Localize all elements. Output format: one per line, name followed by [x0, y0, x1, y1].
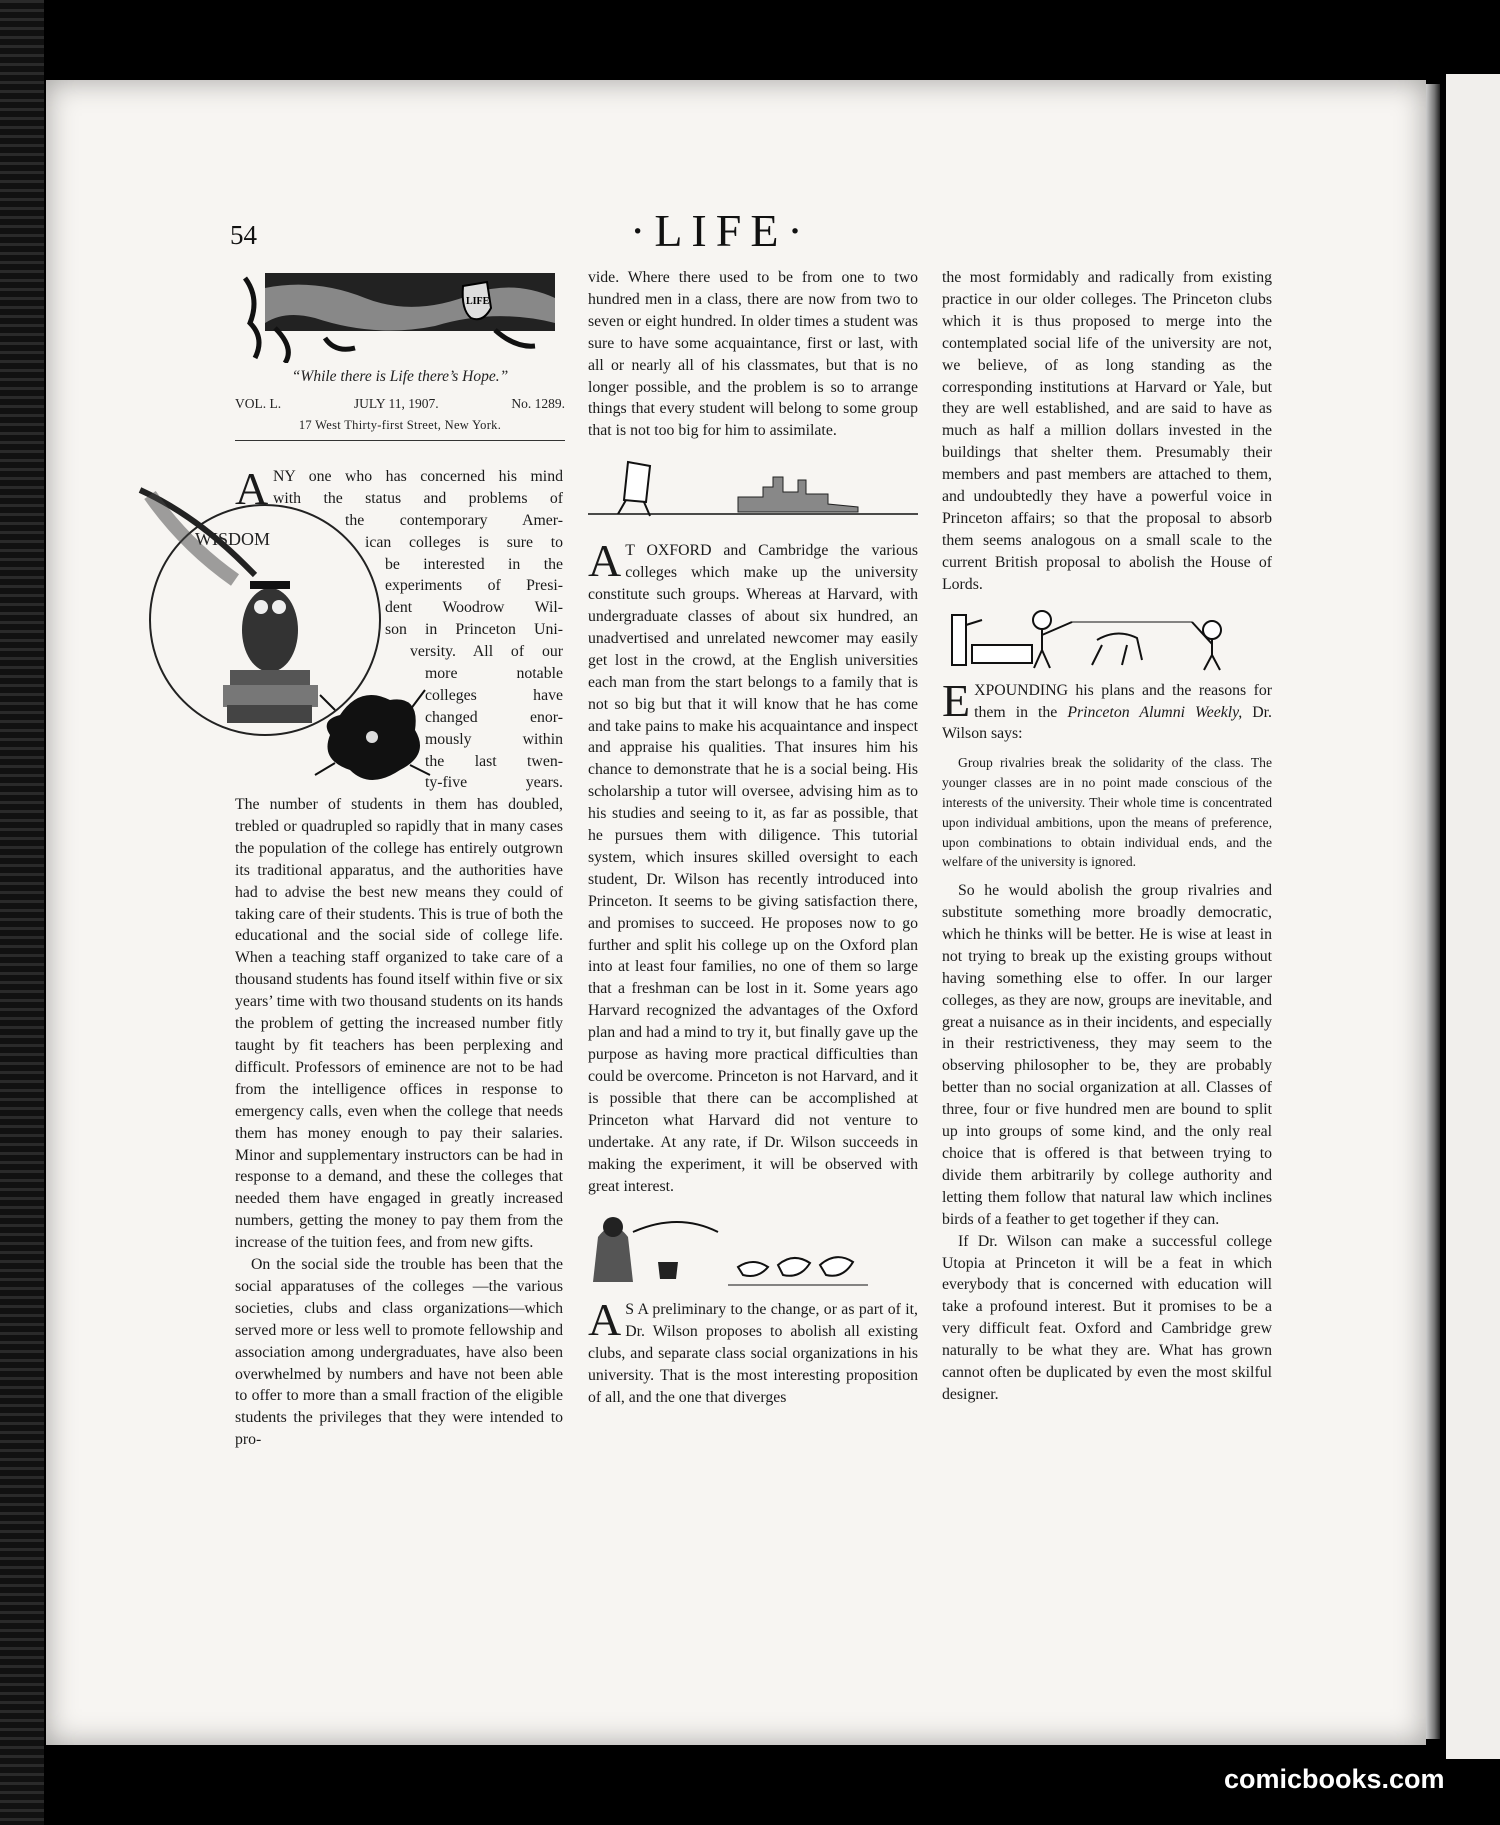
- issue-date: JULY 11, 1907.: [353, 396, 439, 411]
- page-number: 54: [230, 220, 257, 250]
- col2-paragraph-preliminary: [588, 1294, 918, 1409]
- issue-line: [235, 396, 565, 412]
- col3-paragraph-2: So he would abolish the group rivalries and substitute something more broadly democratic, which he thinks will be better. He is wise at least in not trying to break up the existing groups without having something else to offer. In our larger colleges, as they are now, groups are inevitable, and great a nuisance as in their incidents, and especially in their restrictiveness, they may seem to the observing philosopher to be, they are probably better than no social organization at all. Classes of three, four or five hundred men are bound to split up into groups of some kind, and the only real choice that is offered is that between trying to divide them arbitrarily by college authority and letting them follow that natural law which inclines birds of a feather to get together if they can.: [942, 882, 1272, 1228]
- col3-paragraph-0: the most formidably and radically from existing practice in our older colleges. The Princeton clubs which it is thus proposed to merge into the contemplated social life of the university are not, we believe, of as long standing as the corresponding institutions at Harvard or Yale, but they are well established, and are said to have as much as half a million dollars invested in the buildings that shelter them. Presumably their members and past members are attached to them, and undoubtedly they have a powerful voice in Princeton affairs; so that the proposal to absorb them seems analogous on a small scale to the current British proposal to abolish the House of Lords.: [942, 269, 1272, 593]
- masthead-title: ·LIFE·: [630, 205, 812, 256]
- col1-paragraph-1-rest: The number of students in them has doubled, trebled or quadrupled so rapidly that in many cases the population of the college has entirely outgrown its traditional apparatus, and the authorities have had to advise the best new means they could of taking care of their students. This is true of both the educational and the social side of college life. When a teaching staff organized to take care of a thousand students has found itself within five or six years’ time with two thousand students on its hands the problem of getting the increased number fitly taught by fit teachers has been perplexing and difficult. Professors of eminence are not to be had from the intelligence offices in response to emergency calls, even when the college that needs them has money enough to pay their salaries. Minor and supplementary instructors can be had in response to a demand, and these the colleges that needed them have engaged in greatly increased numbers, getting the money to pay them from the increase of the tuition fees, and from new gifts.: [235, 796, 563, 1252]
- pump-dog-illustration: [942, 600, 1272, 672]
- col1-opening-line: colleges have: [425, 686, 563, 704]
- col1-opening-line: experiments of Presi-: [385, 577, 563, 595]
- col3-paragraph-3: If Dr. Wilson can make a successful college Utopia at Princeton it will be a feat in which everybody that is concerned with education will take a profound interest. But it promises to be a very difficult feat. Oxford and Cambridge grew naturally to be what they are. What has grown cannot often be duplicated by even the most skilful designer.: [942, 1232, 1272, 1403]
- dropcap-a-oxford: A: [588, 535, 622, 587]
- column-2: [588, 267, 918, 1409]
- col1-opening-line: the contemporary Amer-: [345, 511, 563, 529]
- watermark: comicbooks.com: [1224, 1764, 1445, 1794]
- col1-opening-line: with the status and problems of: [273, 489, 563, 507]
- header-rule: [235, 440, 565, 441]
- column-3: [942, 267, 1272, 1406]
- volume: VOL. L.: [235, 396, 282, 411]
- muse-geese-illustration: [588, 1207, 918, 1295]
- publisher-address: 17 West Thirty-first Street, New York.: [298, 418, 502, 432]
- banner-shield-text: LIFE: [466, 296, 490, 307]
- col1-opening-line: son in Princeton Uni-: [385, 621, 563, 639]
- column-1-shaped-lines: [235, 463, 563, 794]
- dropcap-a-preliminary: A: [588, 1294, 622, 1346]
- book-spine: [0, 0, 44, 1825]
- col2-paragraph-1-text: T OXFORD and Cambridge the various colleges which make up the university constitute such groups. Whereas at Harvard, with undergraduate classes of about six hundred, an unadvertised and unrelated newcomer may easily get lost in the crowd, at the English universities each man from the start belongs to a family that is not so big but that it will know that he has come and take pains to make his acquaintance and inspect and appraise his qualities. That insures him his chance to demonstrate that he is a social being. His scholarship a tutor will oversee, advising him as to his studies and seeing to it, as far as possible, that he pursues them with diligence. This tutorial system, which insures skilled oversight to each student, Dr. Wilson has recently introduced into Princeton. It seems to be giving satisfaction there, and promises to succeed. He proposes now to go further and split his college up on the Oxford plan into at least four families, no one of them so large that a freshman can be lost in it. Some years ago Harvard recognized the advantages of the Oxford plan and had a mind to try it, but finally gave up the purpose as having more practical difficulties than could be overcome. Princeton is not Harvard, and it is possible that there can be accomplished at Princeton what Harvard did not venture to undertake. At any rate, if Dr. Wilson succeeds in making the experiment, it will be observed with great interest.: [588, 542, 918, 1195]
- col3-paragraph-1-text-b: Dr. Wilson says:: [942, 703, 1272, 743]
- page-edge-shadow: [1426, 84, 1440, 1739]
- masthead-motto: “While there is Life there’s Hope.”: [291, 368, 509, 385]
- col1-opening-line: changed enor-: [425, 708, 563, 726]
- wilson-quote: Group rivalries break the solidarity of the class. The younger classes are in no point made conscious of the interests of the university. Their whole time is concentrated upon individual ambitions, upon the means of preference, upon combinations to obtain individual ends, and the welfare of the university is ignored.: [942, 755, 1272, 870]
- issue-number: No. 1289.: [511, 396, 565, 411]
- col1-opening-line: the last twen-: [425, 752, 563, 770]
- col1-opening-line: dent Woodrow Wil-: [385, 599, 563, 617]
- col1-opening-line: versity. All of our: [410, 643, 563, 661]
- col1-opening-line: ty-five years.: [425, 774, 563, 792]
- masthead-banner-illustration: [235, 268, 565, 363]
- col1-opening-line: mously within: [425, 730, 563, 748]
- dropcap-e: E: [942, 674, 971, 726]
- next-page-edge: [1446, 74, 1500, 1759]
- col2-paragraph-2-text: S A preliminary to the change, or as part of it, Dr. Wilson proposes to abolish all existing clubs, and separate class social organizations in his university. That is the most interesting proposition of all, and the one that diverges: [588, 1301, 918, 1407]
- wisdom-text: WISDOM: [195, 529, 270, 549]
- col1-opening-line: more notable: [425, 665, 563, 683]
- col1-opening-line: ican colleges is sure to: [365, 533, 563, 551]
- column-1-opening: [235, 463, 563, 794]
- col2-paragraph-oxford: [588, 535, 918, 1197]
- col3-paragraph-expounding: [942, 674, 1272, 746]
- col1-opening-line: NY one who has concerned his mind: [273, 468, 563, 485]
- oxford-illustration: [588, 452, 918, 532]
- col1-paragraph-2: On the social side the trouble has been that the social apparatuses of the colleges —the various societies, clubs and class organizations—which served more or less well to promote fellowship and association among undergraduates, have also been overwhelmed by numbers and have not been able to offer to more than a small fraction of the eligible students the privileges that they were intended to pro-: [235, 1256, 563, 1449]
- princeton-alumni-weekly-title: Princeton Alumni Weekly,: [1067, 703, 1243, 721]
- column-1: [235, 463, 563, 1451]
- col2-paragraph-0: vide. Where there used to be from one to two hundred men in a class, there are now from two to seven or eight hundred. In older times a student was sure to have some acquaintance, first or last, with all or nearly all of his classmates, but that is no longer possible, and the problem is so to arrange things that every student will belong to some group that is not too big for him to assimilate.: [588, 269, 918, 440]
- dropcap-a: A: [235, 463, 269, 514]
- col3-paragraph-1-text-a: XPOUNDING his plans and the reasons for them in the: [974, 681, 1272, 721]
- col1-opening-line: be interested in the: [385, 555, 563, 573]
